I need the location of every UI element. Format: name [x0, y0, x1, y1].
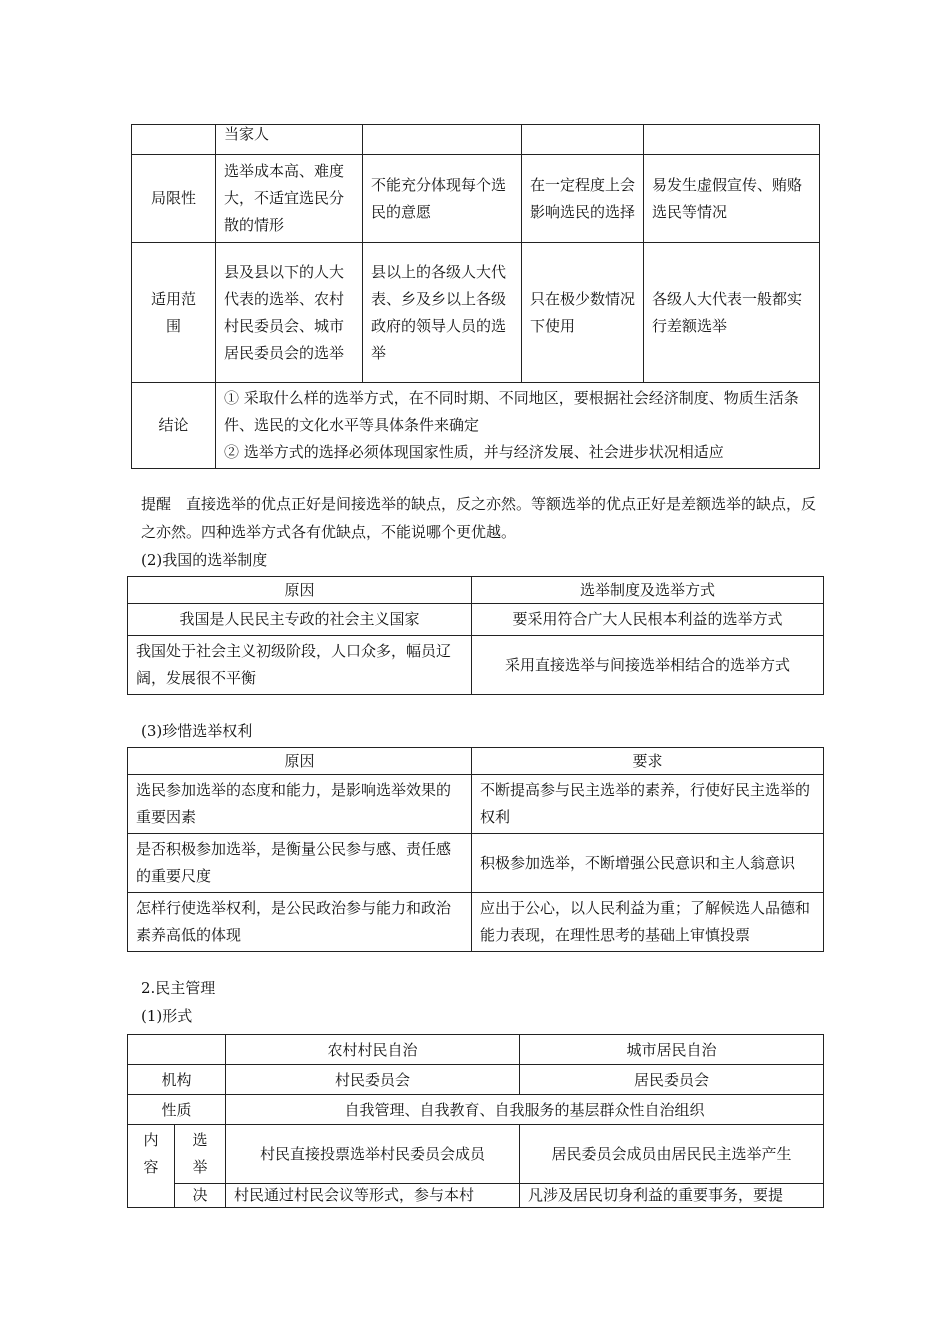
table-cell: 我国处于社会主义初级阶段，人口众多，幅员辽阔，发展很不平衡 — [128, 636, 472, 695]
table-row — [128, 893, 824, 952]
election-rights-table — [127, 747, 824, 952]
table-row — [128, 1184, 824, 1208]
section-subheading: (1)形式 — [141, 1007, 193, 1025]
table-cell: 村民直接投票选举村民委员会成员 — [226, 1125, 520, 1184]
table-row — [128, 834, 824, 893]
section-heading: (3)珍惜选举权利 — [141, 722, 253, 740]
table-cell: 选举成本高、难度大，不适宜选民分散的情形 — [216, 155, 363, 243]
table-cell: 是否积极参加选举，是衡量公民参与感、责任感的重要尺度 — [128, 834, 472, 893]
row-sublabel: 决 — [175, 1184, 226, 1208]
table-row — [128, 1065, 824, 1095]
table-cell: 各级人大代表一般都实行差额选举 — [644, 243, 820, 383]
content-label: 内容 — [143, 1131, 159, 1176]
table-cell: 当家人 — [216, 125, 363, 155]
column-header: 城市居民自治 — [520, 1035, 824, 1065]
table-row — [132, 383, 820, 469]
table-cell: 要采用符合广大人民根本利益的选举方式 — [472, 604, 824, 636]
row-label: 性质 — [128, 1095, 226, 1125]
table-row — [128, 1095, 824, 1125]
row-label: 局限性 — [132, 155, 216, 243]
section-heading: 2.民主管理 — [141, 979, 216, 997]
table-cell: 只在极少数情况下使用 — [522, 243, 644, 383]
row-label: 机构 — [128, 1065, 226, 1095]
conclusion-cell — [216, 383, 820, 469]
row-label — [128, 1125, 175, 1208]
table-cell: 在一定程度上会影响选民的选择 — [522, 155, 644, 243]
row-label-text: 适用范围 — [151, 289, 197, 335]
table-row — [128, 604, 824, 636]
table-cell: 不断提高参与民主选举的素养，行使好民主选举的权利 — [472, 775, 824, 834]
column-header: 要求 — [472, 748, 824, 775]
column-header: 农村村民自治 — [226, 1035, 520, 1065]
column-header: 原因 — [128, 748, 472, 775]
election-system-table — [127, 576, 824, 695]
empty-cell — [132, 125, 216, 155]
table-cell: 居民委员会成员由居民民主选举产生 — [520, 1125, 824, 1184]
table-row — [128, 1035, 824, 1065]
conclusion-line-1: ① 采取什么样的选举方式，在不同时期、不同地区，要根据社会经济制度、物质生活条件、选民的文化水平等具体条件来确定 — [224, 389, 799, 434]
table-cell: 怎样行使选举权利，是公民政治参与能力和政治素养高低的体现 — [128, 893, 472, 952]
section-heading: (2)我国的选举制度 — [141, 551, 268, 569]
table-cell: 县及县以下的人大代表的选举、农村村民委员会、城市居民委员会的选举 — [216, 243, 363, 383]
table-row — [128, 748, 824, 775]
table-cell: 选民参加选举的态度和能力，是影响选举效果的重要因素 — [128, 775, 472, 834]
table-cell: 县以上的各级人大代表、乡及乡以上各级政府的领导人员的选举 — [363, 243, 522, 383]
row-label: 结论 — [132, 383, 216, 469]
conclusion-line-2: ② 选举方式的选择必须体现国家性质，并与经济发展、社会进步状况相适应 — [224, 443, 724, 461]
election-label: 选举 — [192, 1131, 208, 1176]
table-cell: 采用直接选举与间接选举相结合的选举方式 — [472, 636, 824, 695]
table-cell: 居民委员会 — [520, 1065, 824, 1095]
column-header: 选举制度及选举方式 — [472, 577, 824, 604]
row-sublabel — [175, 1125, 226, 1184]
table-cell: 应出于公心，以人民利益为重；了解候选人品德和能力表现，在理性思考的基础上审慎投票 — [472, 893, 824, 952]
empty-cell — [522, 125, 644, 155]
table-row — [128, 775, 824, 834]
table-cell: 易发生虚假宣传、贿赂选民等情况 — [644, 155, 820, 243]
empty-cell — [128, 1035, 226, 1065]
table-cell: 村民委员会 — [226, 1065, 520, 1095]
empty-cell — [644, 125, 820, 155]
table-row — [128, 636, 824, 695]
table-row — [128, 577, 824, 604]
democratic-management-table — [127, 1034, 824, 1208]
table-cell: 村民通过村民会议等形式，参与本村 — [226, 1184, 520, 1208]
empty-cell — [363, 125, 522, 155]
table-cell: 凡涉及居民切身利益的重要事务，要提 — [520, 1184, 824, 1208]
row-label — [132, 243, 216, 383]
table-cell: 不能充分体现每个选民的意愿 — [363, 155, 522, 243]
table-row — [132, 125, 820, 155]
table-row — [132, 155, 820, 243]
table-cell: 积极参加选举，不断增强公民意识和主人翁意识 — [472, 834, 824, 893]
reminder-paragraph: 提醒 直接选举的优点正好是间接选举的缺点，反之亦然。等额选举的优点正好是差额选举的缺点，反之亦然。四种选举方式各有优缺点，不能说哪个更优越。 — [141, 495, 817, 541]
column-header: 原因 — [128, 577, 472, 604]
election-methods-table — [131, 124, 820, 469]
table-row — [132, 243, 820, 383]
table-cell: 自我管理、自我教育、自我服务的基层群众性自治组织 — [226, 1095, 824, 1125]
table-cell: 我国是人民民主专政的社会主义国家 — [128, 604, 472, 636]
table-row — [128, 1125, 824, 1184]
